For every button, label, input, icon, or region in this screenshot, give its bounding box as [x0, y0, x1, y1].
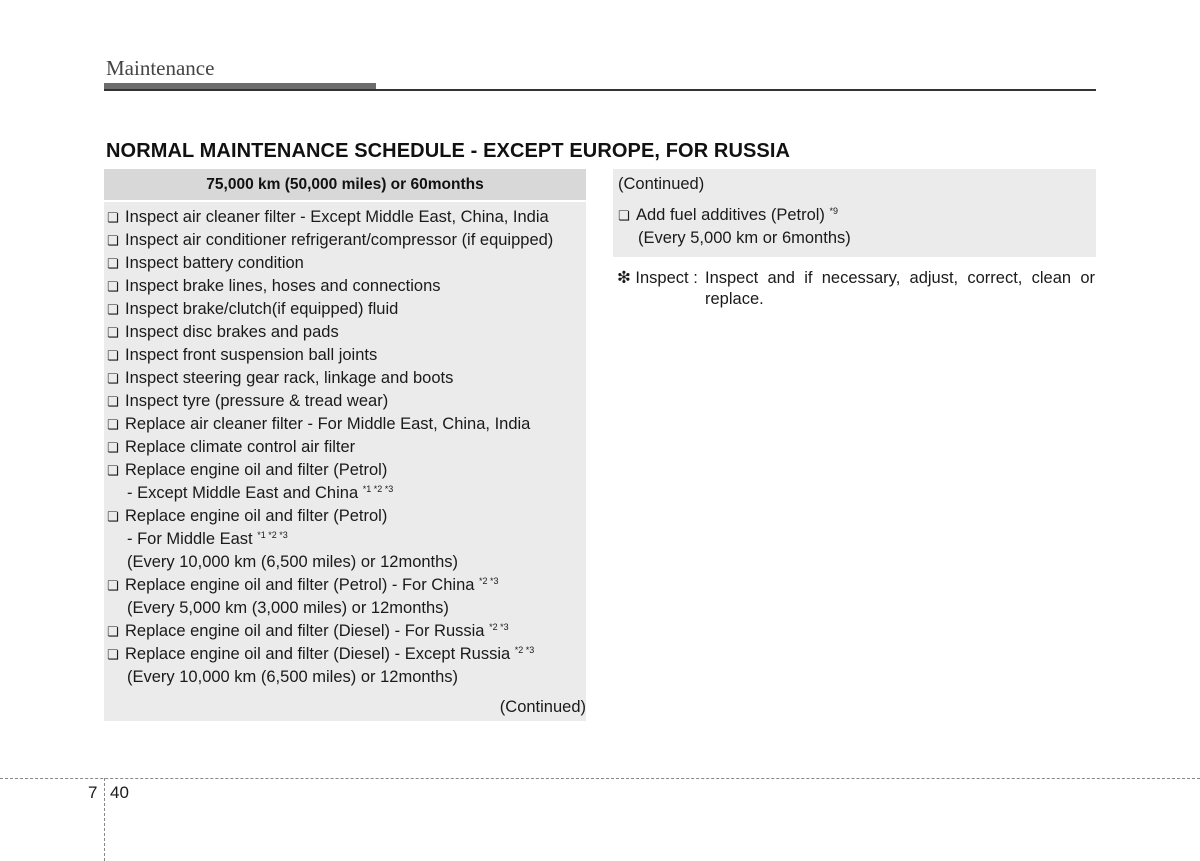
footnote-ref: *2 *3	[514, 645, 535, 655]
checkbox-icon: ❏	[107, 394, 119, 409]
checkbox-icon: ❏	[107, 279, 119, 294]
checkbox-icon: ❏	[618, 208, 630, 223]
checkbox-icon: ❏	[107, 647, 119, 662]
chapter-number: 7	[88, 783, 98, 802]
inspect-note	[617, 268, 1095, 310]
checkbox-icon: ❏	[107, 578, 119, 593]
footnote-ref: *2 *3	[489, 622, 509, 632]
schedule-item: ❏ Inspect disc brakes and pads	[107, 321, 585, 344]
schedule-item: ❏ Replace engine oil and filter (Petrol) - For China $^{*2 *3}$	[107, 574, 585, 597]
checkbox-icon: ❏	[107, 417, 119, 432]
schedule-item-detail: - For Middle East $^{*1 *2 *3}$	[127, 530, 288, 548]
schedule-item: ❏ Inspect tyre (pressure & tread wear)	[107, 390, 585, 413]
checkbox-icon: ❏	[107, 371, 119, 386]
schedule-table-right	[613, 169, 1096, 257]
footnote-ref: *9	[829, 206, 839, 216]
schedule-table-left	[104, 169, 586, 721]
schedule-item: ❏ Inspect battery condition	[107, 252, 585, 275]
checkbox-icon: ❏	[107, 624, 119, 639]
checkbox-icon: ❏	[107, 348, 119, 363]
checkbox-icon: ❏	[107, 210, 119, 225]
page-number: 40	[110, 783, 129, 802]
footer-divider	[104, 778, 105, 861]
checkbox-icon: ❏	[107, 256, 119, 271]
schedule-item-detail: - Except Middle East and China $^{*1 *2 *3}$	[127, 484, 394, 502]
continued-label: (Continued)	[499, 698, 586, 716]
schedule-item: ❏ Inspect brake lines, hoses and connections	[107, 275, 585, 298]
schedule-item-interval: (Every 5,000 km or 6months)	[638, 229, 851, 247]
schedule-item-interval: (Every 5,000 km (3,000 miles) or 12months)	[127, 599, 449, 617]
footnote-ref: *1 *2 *3	[257, 530, 288, 540]
schedule-item: ❏ Replace engine oil and filter (Petrol)	[107, 459, 585, 482]
schedule-item: ❏ Inspect air cleaner filter - Except Middle East, China, India	[107, 206, 585, 229]
schedule-item: ❏ Inspect air conditioner refrigerant/compressor (if equipped)	[107, 229, 585, 252]
schedule-items	[107, 206, 585, 689]
checkbox-icon: ❏	[107, 233, 119, 248]
schedule-item: ❏ Inspect steering gear rack, linkage and boots	[107, 367, 585, 390]
inspect-note-label: ❇ Inspect :	[617, 269, 698, 287]
footnote-ref: *2 *3	[479, 576, 499, 586]
header-rule	[104, 89, 1096, 91]
section-title: NORMAL MAINTENANCE SCHEDULE - EXCEPT EUROPE, FOR RUSSIA	[106, 140, 791, 162]
schedule-item: ❏ Add fuel additives (Petrol) $^{*9}$	[618, 204, 1088, 227]
checkbox-icon: ❏	[107, 325, 119, 340]
checkbox-icon: ❏	[107, 463, 119, 478]
schedule-item: ❏ Replace engine oil and filter (Diesel) - For Russia $^{*2 *3}$	[107, 620, 585, 643]
schedule-item: ❏ Replace engine oil and filter (Petrol)	[107, 505, 585, 528]
schedule-item: ❏ Inspect front suspension ball joints	[107, 344, 585, 367]
footnote-ref: *1 *2 *3	[362, 484, 394, 494]
checkbox-icon: ❏	[107, 509, 119, 524]
schedule-item-interval: (Every 10,000 km (6,500 miles) or 12months)	[127, 668, 459, 686]
inspect-note-text: Inspect and if necessary, adjust, correct, clean or replace.	[705, 269, 1095, 308]
schedule-item: ❏ Replace air cleaner filter - For Middle East, China, India	[107, 413, 585, 436]
schedule-item-interval: (Every 10,000 km (6,500 miles) or 12months)	[127, 553, 459, 571]
schedule-item: ❏ Inspect brake/clutch(if equipped) fluid	[107, 298, 585, 321]
interval-heading: 75,000 km (50,000 miles) or 60months	[104, 169, 586, 202]
checkbox-icon: ❏	[107, 440, 119, 455]
page-header-title: Maintenance	[106, 56, 215, 80]
schedule-items	[618, 204, 1088, 250]
checkbox-icon: ❏	[107, 302, 119, 317]
schedule-item: ❏ Replace engine oil and filter (Diesel) - Except Russia $^{*2 *3}$	[107, 643, 585, 666]
continued-label: (Continued)	[618, 175, 705, 193]
footer-rule	[0, 778, 1200, 779]
schedule-item: ❏ Replace climate control air filter	[107, 436, 585, 459]
